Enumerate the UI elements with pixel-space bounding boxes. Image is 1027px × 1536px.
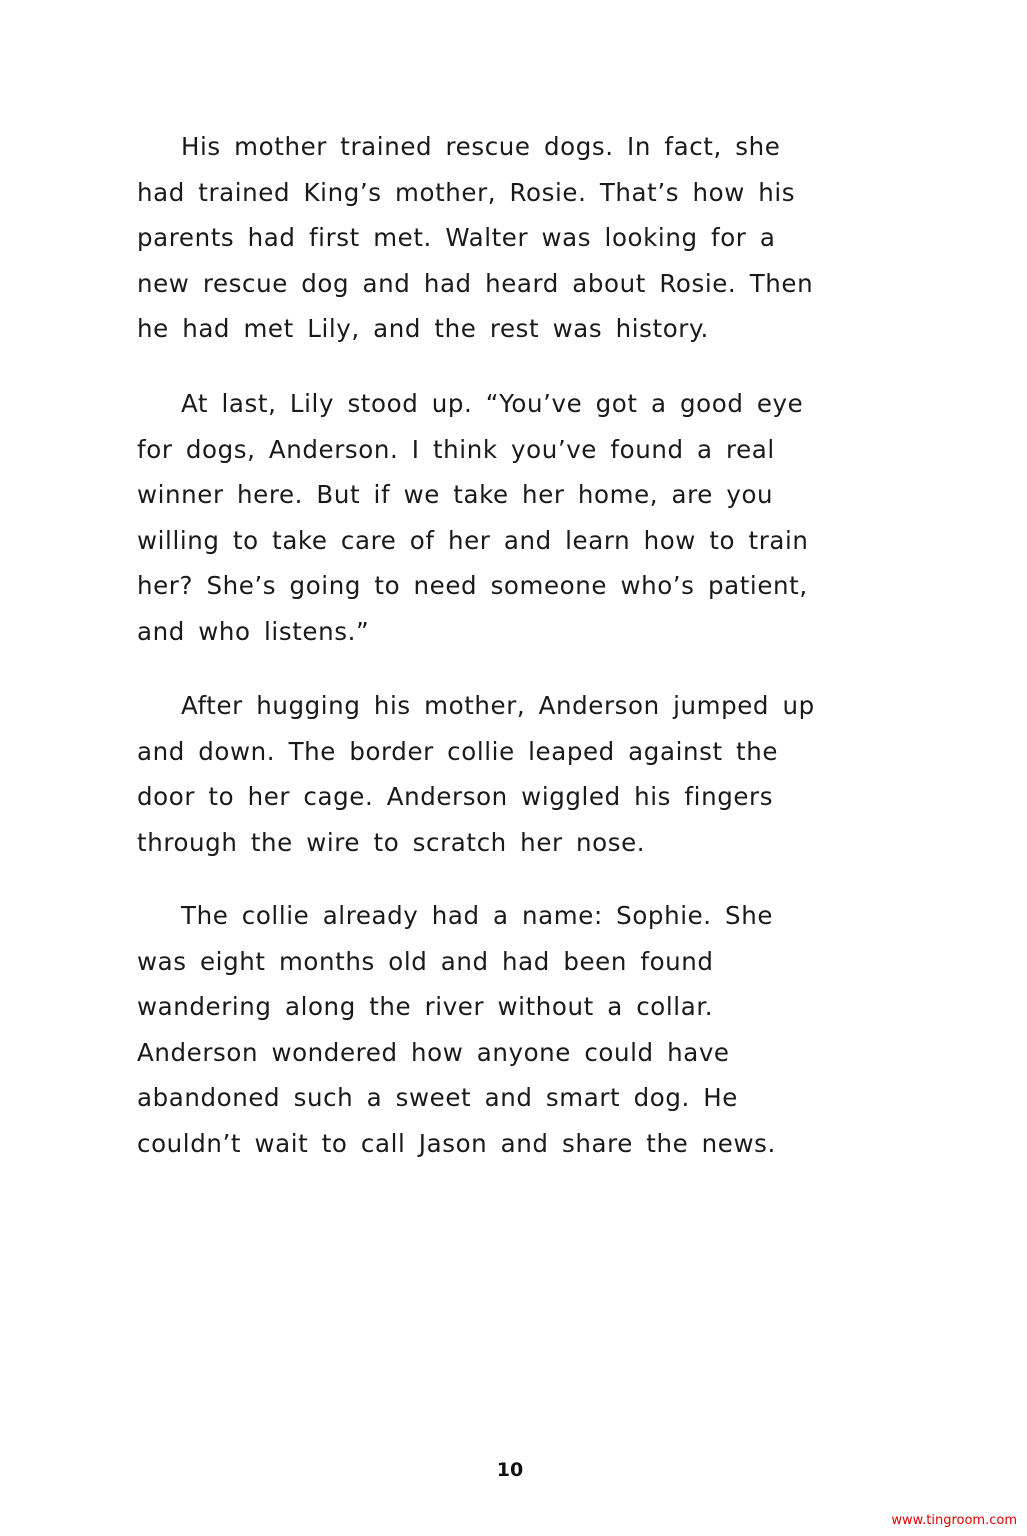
text-line: and down. The border collie leaped against the — [137, 736, 779, 766]
text-line: abandoned such a sweet and smart dog. He — [137, 1083, 738, 1112]
text-line: couldn’t wait to call Jason and share the news. — [137, 1128, 776, 1158]
text-line: for dogs, Anderson. I think you’ve found a real — [137, 434, 775, 464]
paragraph-2 — [137, 381, 897, 654]
text-line: His mother trained rescue dogs. In fact, she — [181, 132, 781, 161]
text-line: The collie already had a name: Sophie. She — [181, 901, 774, 930]
text-line: through the wire to scratch her nose. — [137, 827, 646, 857]
text-line: Anderson wondered how anyone could have — [137, 1037, 730, 1067]
page-number: 10 — [496, 1459, 524, 1481]
text-line: After hugging his mother, Anderson jumped up — [181, 691, 815, 720]
text-line: had trained King’s mother, Rosie. That’s how his — [137, 177, 796, 207]
text-line: he had met Lily, and the rest was history. — [137, 314, 709, 343]
paragraph-4 — [137, 893, 897, 1166]
watermark-link[interactable]: www.tingroom.com — [891, 1513, 1017, 1528]
text-line: At last, Lily stood up. “You’ve got a good eye — [181, 389, 804, 418]
text-line: new rescue dog and had heard about Rosie. Then — [137, 268, 814, 298]
text-line: her? She’s going to need someone who’s patient, — [137, 571, 808, 600]
text-line: winner here. But if we take her home, are you — [137, 480, 774, 509]
text-line: and who listens.” — [137, 616, 370, 646]
paragraph-1 — [137, 124, 897, 352]
text-line: door to her cage. Anderson wiggled his fingers — [137, 782, 774, 811]
text-line: willing to take care of her and learn how to train — [137, 525, 809, 555]
paragraph-3 — [137, 683, 897, 865]
text-line: wandering along the river without a collar. — [137, 992, 714, 1021]
text-line: was eight months old and had been found — [137, 946, 714, 976]
text-line: parents had first met. Walter was looking for a — [137, 223, 776, 252]
